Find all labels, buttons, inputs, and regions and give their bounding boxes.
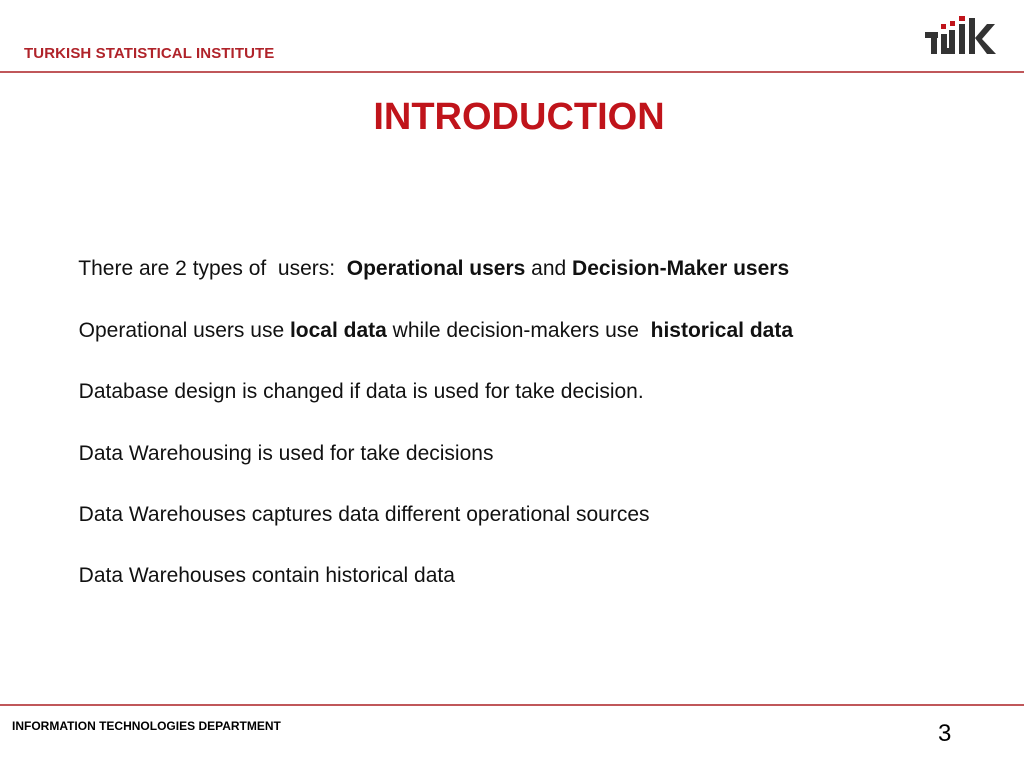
footer-divider [0, 704, 1024, 706]
bullet-historical-data [67, 540, 455, 588]
page-number: 3 [938, 720, 952, 747]
bullet-database-design [67, 356, 644, 404]
text-run: Operational users use [78, 319, 290, 342]
department-name: INFORMATION TECHNOLOGIES DEPARTMENT [12, 719, 281, 733]
text-run-bold: local data [289, 319, 387, 342]
text-run: Database design is changed if data is used for take decision. [78, 380, 644, 403]
text-run: Data Warehouses contain historical data [78, 564, 455, 587]
tuik-logo [925, 14, 997, 58]
text-run-bold: historical data [650, 319, 794, 342]
text-run-bold: Operational users [346, 257, 526, 280]
bullet-data-usage [67, 295, 793, 343]
text-run: Data Warehouses captures data different operational sources [78, 503, 650, 526]
bullet-user-types [67, 233, 789, 281]
text-run: Data Warehousing is used for take decisions [78, 442, 494, 465]
header-divider [0, 71, 1024, 73]
text-run-bold: Decision-Maker users [572, 257, 790, 280]
slide-title: INTRODUCTION [373, 96, 665, 138]
bullet-data-warehousing [67, 418, 493, 466]
text-run: and [525, 257, 573, 280]
text-run: There are 2 types of users: [78, 257, 347, 280]
text-run: while decision-makers use [386, 319, 651, 342]
institute-name: TURKISH STATISTICAL INSTITUTE [24, 45, 275, 62]
bullet-captures-data [67, 479, 650, 527]
